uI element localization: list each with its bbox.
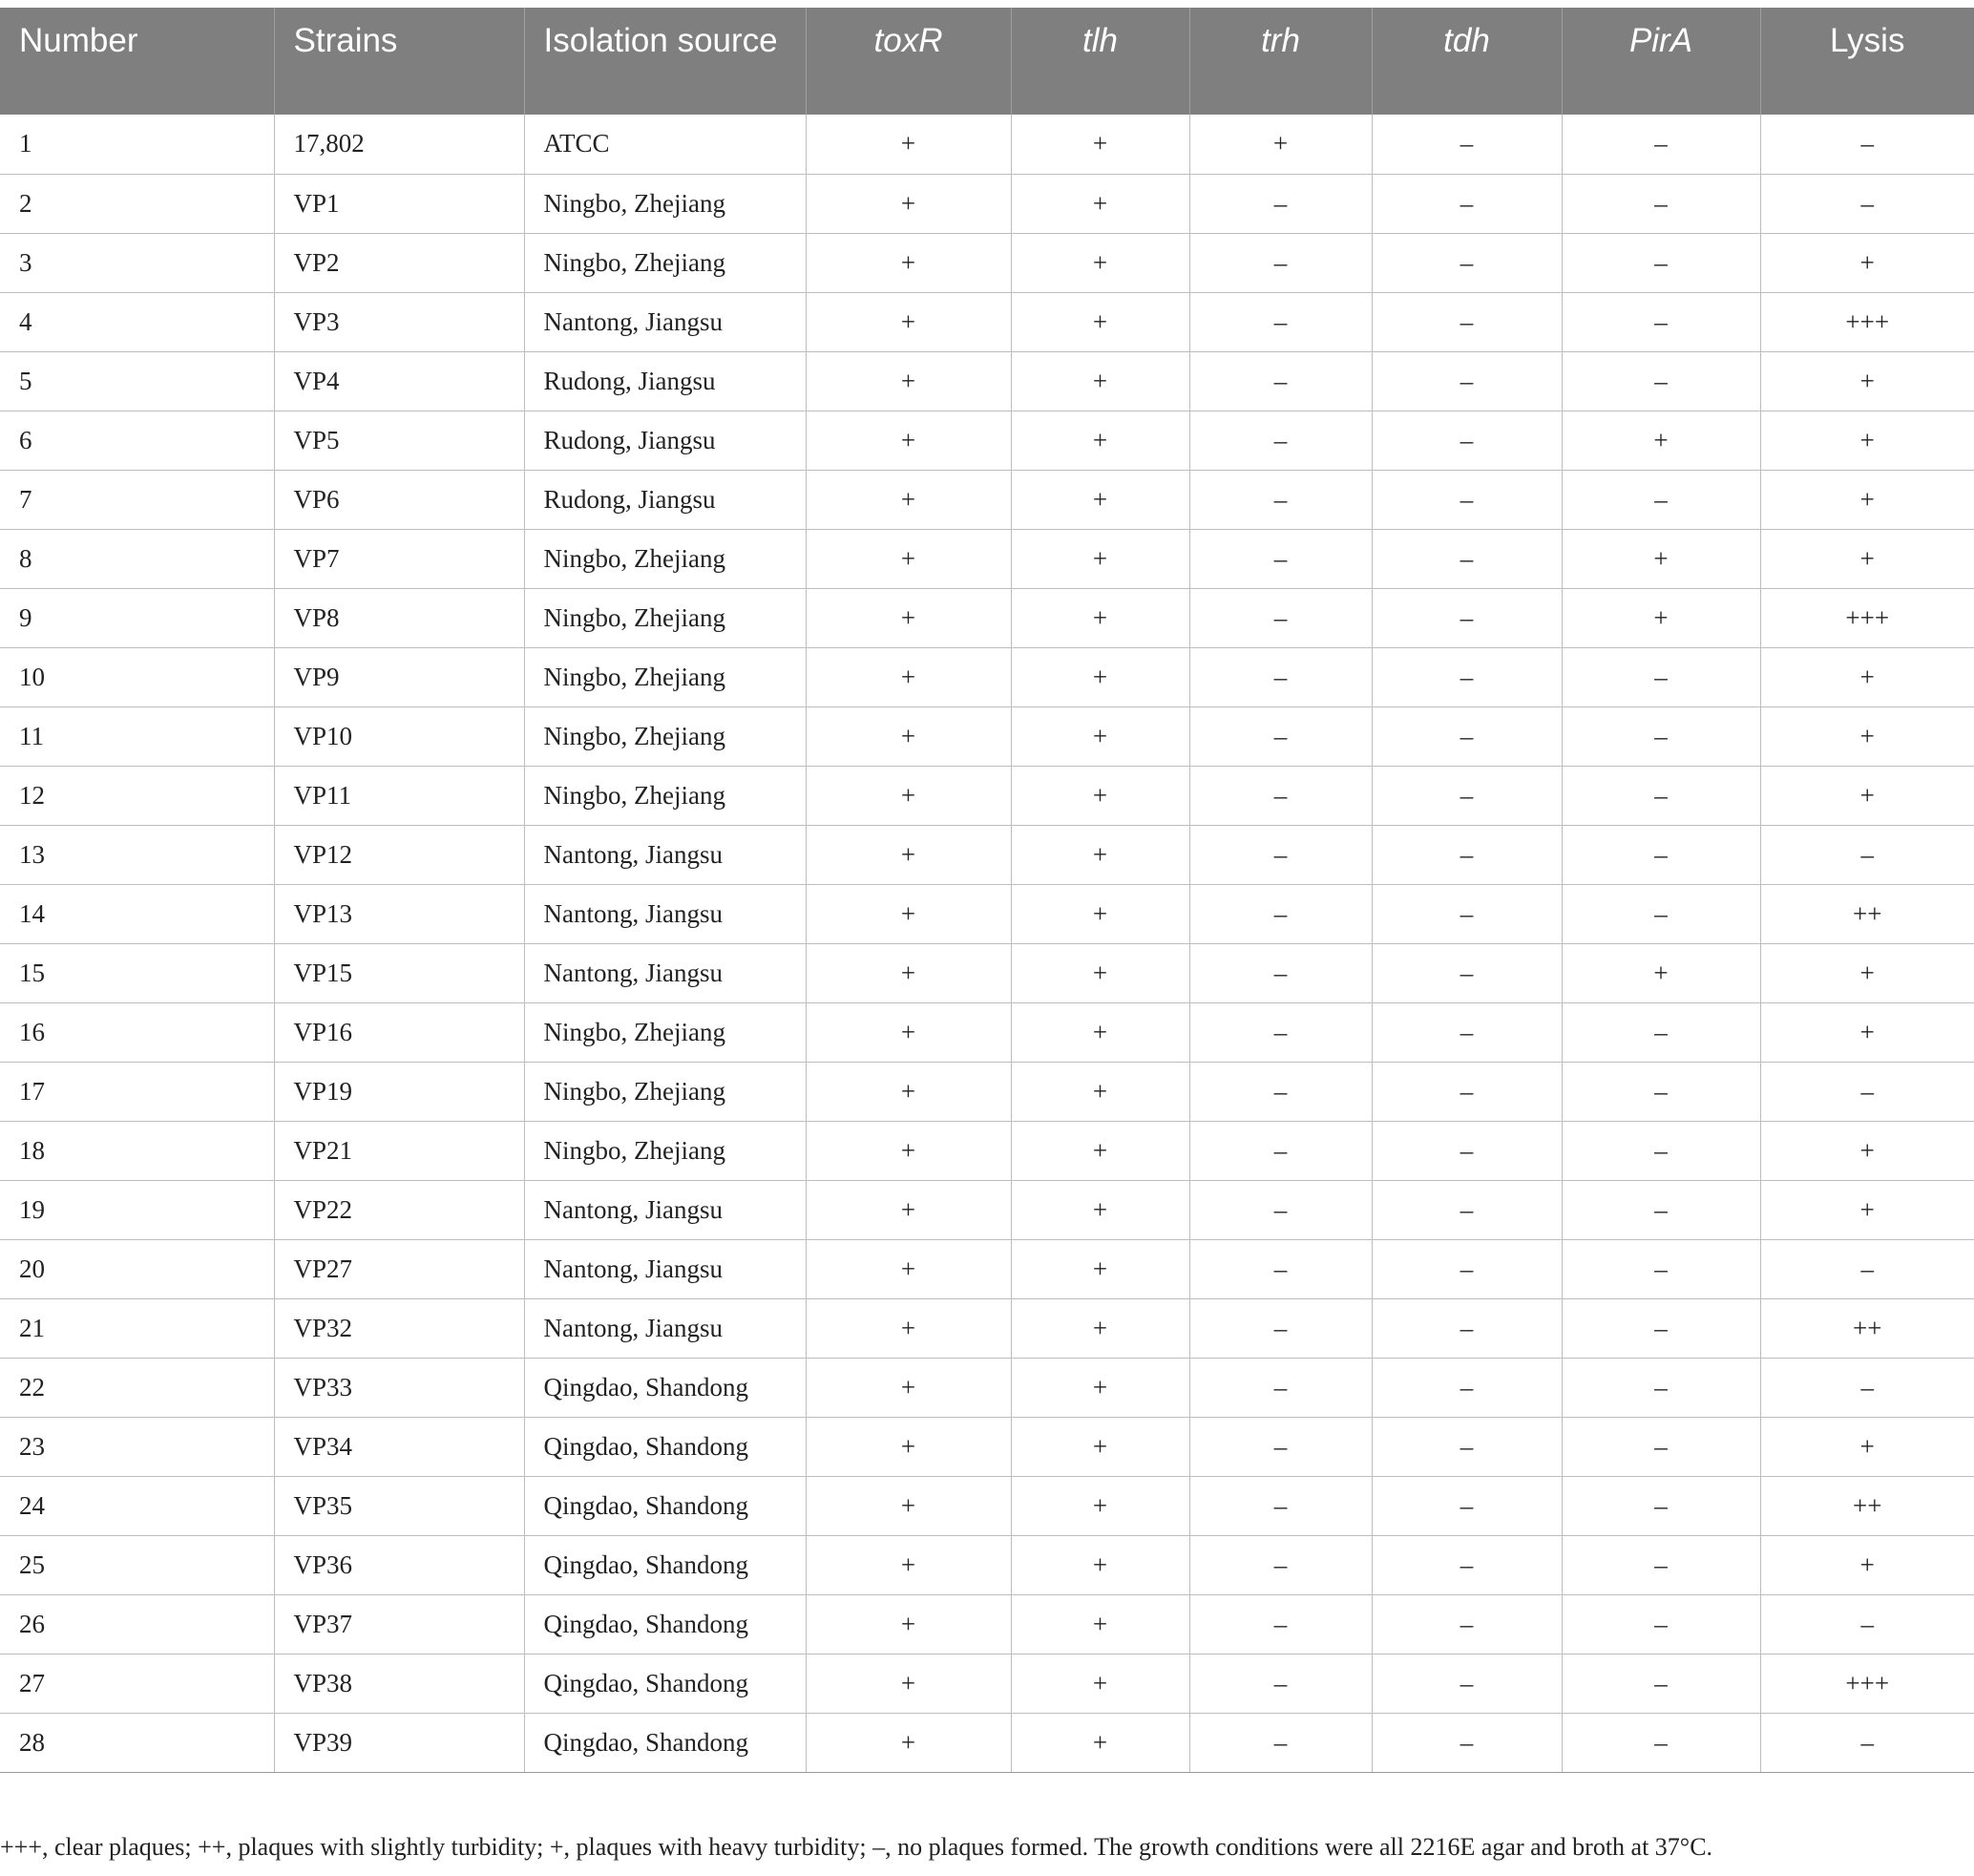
- table-cell: +: [806, 1713, 1011, 1772]
- table-cell: 9: [0, 588, 274, 647]
- table-cell: VP37: [274, 1594, 524, 1654]
- table-cell: –: [1562, 1180, 1760, 1239]
- table-cell: 6: [0, 411, 274, 470]
- table-cell: –: [1562, 1535, 1760, 1594]
- table-cell: VP34: [274, 1417, 524, 1476]
- table-cell: +: [1760, 351, 1974, 411]
- table-cell: ATCC: [524, 115, 806, 174]
- table-cell: +: [1011, 1535, 1189, 1594]
- table-cell: +: [1011, 1239, 1189, 1298]
- table-cell: VP16: [274, 1002, 524, 1062]
- table-cell: 21: [0, 1298, 274, 1358]
- table-cell: –: [1372, 647, 1562, 706]
- table-cell: –: [1189, 647, 1372, 706]
- table-cell: Rudong, Jiangsu: [524, 351, 806, 411]
- table-row: [0, 411, 1974, 470]
- table-cell: Qingdao, Shandong: [524, 1417, 806, 1476]
- table-cell: –: [1760, 115, 1974, 174]
- table-cell: –: [1372, 1535, 1562, 1594]
- table-cell: VP19: [274, 1062, 524, 1121]
- table-cell: –: [1189, 1476, 1372, 1535]
- table-cell: –: [1372, 351, 1562, 411]
- table-cell: –: [1562, 1239, 1760, 1298]
- table-cell: VP35: [274, 1476, 524, 1535]
- table-cell: ++: [1760, 1476, 1974, 1535]
- table-cell: VP8: [274, 588, 524, 647]
- table-cell: Ningbo, Zhejiang: [524, 588, 806, 647]
- table-cell: Nantong, Jiangsu: [524, 1180, 806, 1239]
- table-cell: –: [1189, 1594, 1372, 1654]
- table-cell: +: [1011, 233, 1189, 292]
- table-cell: –: [1372, 1358, 1562, 1417]
- table-cell: +: [806, 1002, 1011, 1062]
- table-cell: +: [1760, 1535, 1974, 1594]
- table-cell: +: [1011, 1298, 1189, 1358]
- table-cell: 25: [0, 1535, 274, 1594]
- column-header-trh: trh: [1189, 8, 1372, 115]
- table-row: [0, 706, 1974, 766]
- table-cell: VP38: [274, 1654, 524, 1713]
- table-row: [0, 1417, 1974, 1476]
- table-cell: –: [1562, 1062, 1760, 1121]
- table-cell: Rudong, Jiangsu: [524, 470, 806, 529]
- table-cell: –: [1372, 1062, 1562, 1121]
- table-cell: VP22: [274, 1180, 524, 1239]
- table-row: [0, 1654, 1974, 1713]
- column-header-tdh: tdh: [1372, 8, 1562, 115]
- table-cell: –: [1562, 1713, 1760, 1772]
- table-cell: VP27: [274, 1239, 524, 1298]
- table-cell: +: [806, 1358, 1011, 1417]
- table-cell: 14: [0, 884, 274, 943]
- table-cell: –: [1372, 884, 1562, 943]
- table-cell: –: [1189, 943, 1372, 1002]
- table-cell: –: [1372, 1239, 1562, 1298]
- table-cell: –: [1189, 825, 1372, 884]
- table-cell: –: [1562, 174, 1760, 233]
- table-cell: VP11: [274, 766, 524, 825]
- table-cell: Nantong, Jiangsu: [524, 825, 806, 884]
- table-cell: +: [1011, 1180, 1189, 1239]
- table-cell: Ningbo, Zhejiang: [524, 174, 806, 233]
- table-cell: +: [806, 1476, 1011, 1535]
- table-cell: +: [806, 233, 1011, 292]
- table-cell: +: [806, 470, 1011, 529]
- table-cell: –: [1372, 706, 1562, 766]
- table-cell: +: [806, 647, 1011, 706]
- column-header-tlh: tlh: [1011, 8, 1189, 115]
- table-cell: –: [1562, 1476, 1760, 1535]
- table-cell: +: [1760, 943, 1974, 1002]
- table-cell: 26: [0, 1594, 274, 1654]
- table-cell: –: [1372, 292, 1562, 351]
- table-cell: 5: [0, 351, 274, 411]
- table-cell: 3: [0, 233, 274, 292]
- table-row: [0, 1298, 1974, 1358]
- table-cell: +: [806, 174, 1011, 233]
- table-cell: –: [1372, 1654, 1562, 1713]
- table-cell: +: [806, 706, 1011, 766]
- table-cell: +: [1011, 647, 1189, 706]
- table-cell: 4: [0, 292, 274, 351]
- table-cell: –: [1760, 825, 1974, 884]
- table-row: [0, 233, 1974, 292]
- table-row: [0, 825, 1974, 884]
- table-row: [0, 766, 1974, 825]
- table-cell: –: [1189, 706, 1372, 766]
- table-cell: –: [1189, 1121, 1372, 1180]
- table-cell: –: [1562, 1002, 1760, 1062]
- table-cell: VP39: [274, 1713, 524, 1772]
- table-cell: –: [1372, 1002, 1562, 1062]
- table-cell: –: [1372, 529, 1562, 588]
- table-cell: –: [1189, 470, 1372, 529]
- table-cell: Nantong, Jiangsu: [524, 1239, 806, 1298]
- table-cell: +: [1562, 411, 1760, 470]
- table-cell: 13: [0, 825, 274, 884]
- table-cell: –: [1372, 174, 1562, 233]
- table-cell: +: [806, 529, 1011, 588]
- table-cell: –: [1372, 470, 1562, 529]
- table-cell: –: [1189, 1180, 1372, 1239]
- table-cell: –: [1562, 1417, 1760, 1476]
- table-cell: –: [1189, 233, 1372, 292]
- table-row: [0, 351, 1974, 411]
- table-cell: VP13: [274, 884, 524, 943]
- table-cell: +: [1011, 706, 1189, 766]
- table-cell: –: [1562, 1298, 1760, 1358]
- table-cell: 12: [0, 766, 274, 825]
- column-header-toxr: toxR: [806, 8, 1011, 115]
- table-cell: 17: [0, 1062, 274, 1121]
- table-row: [0, 1358, 1974, 1417]
- table-cell: –: [1189, 766, 1372, 825]
- table-row: [0, 884, 1974, 943]
- table-cell: –: [1372, 411, 1562, 470]
- table-cell: +: [1011, 1002, 1189, 1062]
- table-cell: VP2: [274, 233, 524, 292]
- table-cell: +: [1011, 1654, 1189, 1713]
- table-cell: +: [806, 1239, 1011, 1298]
- table-cell: Ningbo, Zhejiang: [524, 1062, 806, 1121]
- table-cell: –: [1562, 292, 1760, 351]
- table-row: [0, 1180, 1974, 1239]
- table-cell: –: [1189, 292, 1372, 351]
- table-cell: +: [1011, 1417, 1189, 1476]
- table-cell: VP4: [274, 351, 524, 411]
- table-row: [0, 943, 1974, 1002]
- table-row: [0, 174, 1974, 233]
- table-cell: +: [1760, 1180, 1974, 1239]
- table-cell: –: [1372, 588, 1562, 647]
- table-cell: 2: [0, 174, 274, 233]
- table-cell: +: [1011, 1594, 1189, 1654]
- table-cell: –: [1189, 1062, 1372, 1121]
- table-cell: +: [806, 884, 1011, 943]
- table-cell: 15: [0, 943, 274, 1002]
- table-cell: –: [1189, 1713, 1372, 1772]
- table-cell: +: [1011, 351, 1189, 411]
- table-cell: –: [1189, 1654, 1372, 1713]
- table-cell: +: [1011, 1358, 1189, 1417]
- table-cell: –: [1189, 529, 1372, 588]
- table-cell: 19: [0, 1180, 274, 1239]
- table-cell: +: [1760, 411, 1974, 470]
- table-cell: –: [1372, 1476, 1562, 1535]
- table-cell: +: [806, 115, 1011, 174]
- table-cell: VP21: [274, 1121, 524, 1180]
- table-cell: +: [1011, 470, 1189, 529]
- table-cell: –: [1562, 825, 1760, 884]
- column-header-strains: Strains: [274, 8, 524, 115]
- table-cell: –: [1372, 1594, 1562, 1654]
- table-cell: +: [1011, 115, 1189, 174]
- table-cell: Qingdao, Shandong: [524, 1594, 806, 1654]
- table-cell: VP36: [274, 1535, 524, 1594]
- table-cell: +: [1011, 292, 1189, 351]
- table-cell: VP32: [274, 1298, 524, 1358]
- table-cell: +: [806, 351, 1011, 411]
- table-cell: +: [1760, 647, 1974, 706]
- table-cell: +: [1760, 233, 1974, 292]
- table-cell: +: [806, 1062, 1011, 1121]
- table-cell: –: [1189, 1358, 1372, 1417]
- table-cell: +: [806, 766, 1011, 825]
- table-cell: –: [1562, 1594, 1760, 1654]
- table-cell: –: [1562, 233, 1760, 292]
- table-cell: +: [806, 1180, 1011, 1239]
- table-cell: –: [1760, 1239, 1974, 1298]
- table-cell: +++: [1760, 292, 1974, 351]
- table-cell: Ningbo, Zhejiang: [524, 647, 806, 706]
- table-cell: –: [1760, 1594, 1974, 1654]
- table-header-row: [0, 8, 1974, 115]
- table-footnote: +++, clear plaques; ++, plaques with slightly turbidity; +, plaques with heavy turbidity; –, no plaques formed. The growth conditions were all 2216E agar and broth at 37°C.: [0, 1833, 1713, 1861]
- table-cell: –: [1760, 1713, 1974, 1772]
- table-cell: +: [1760, 529, 1974, 588]
- table-cell: –: [1372, 1713, 1562, 1772]
- table-row: [0, 588, 1974, 647]
- table-cell: Ningbo, Zhejiang: [524, 1121, 806, 1180]
- table-cell: +: [1760, 1417, 1974, 1476]
- table-cell: Ningbo, Zhejiang: [524, 529, 806, 588]
- table-cell: +: [806, 943, 1011, 1002]
- table-cell: –: [1189, 1239, 1372, 1298]
- table-cell: +: [1011, 411, 1189, 470]
- table-cell: –: [1562, 766, 1760, 825]
- table-row: [0, 1002, 1974, 1062]
- table-cell: +: [1760, 766, 1974, 825]
- table-cell: +: [806, 1417, 1011, 1476]
- table-cell: +: [1011, 174, 1189, 233]
- table-cell: –: [1562, 647, 1760, 706]
- table-cell: +: [1760, 470, 1974, 529]
- table-cell: 18: [0, 1121, 274, 1180]
- table-cell: –: [1189, 588, 1372, 647]
- table-row: [0, 529, 1974, 588]
- table-row: [0, 1062, 1974, 1121]
- table-cell: –: [1562, 1121, 1760, 1180]
- table-row: [0, 292, 1974, 351]
- column-header-isolation-source: Isolation source: [524, 8, 806, 115]
- table-cell: ++: [1760, 884, 1974, 943]
- table-cell: +: [806, 1121, 1011, 1180]
- table-cell: 7: [0, 470, 274, 529]
- table-cell: –: [1760, 1062, 1974, 1121]
- table-cell: +: [1189, 115, 1372, 174]
- table-cell: ++: [1760, 1298, 1974, 1358]
- table-cell: –: [1562, 1358, 1760, 1417]
- table-cell: VP12: [274, 825, 524, 884]
- table-cell: 10: [0, 647, 274, 706]
- table-cell: –: [1562, 115, 1760, 174]
- table-row: [0, 1239, 1974, 1298]
- table-cell: +: [1011, 1713, 1189, 1772]
- table-cell: 28: [0, 1713, 274, 1772]
- table-cell: Nantong, Jiangsu: [524, 884, 806, 943]
- table-cell: +: [806, 825, 1011, 884]
- table-cell: VP10: [274, 706, 524, 766]
- table-cell: +++: [1760, 1654, 1974, 1713]
- table-cell: –: [1189, 174, 1372, 233]
- table-cell: Nantong, Jiangsu: [524, 292, 806, 351]
- table-cell: +: [806, 1654, 1011, 1713]
- table-cell: 1: [0, 115, 274, 174]
- table-cell: +: [1760, 1002, 1974, 1062]
- table-body: [0, 115, 1974, 1772]
- table-cell: Rudong, Jiangsu: [524, 411, 806, 470]
- table-cell: VP7: [274, 529, 524, 588]
- table-cell: –: [1562, 351, 1760, 411]
- table-cell: Qingdao, Shandong: [524, 1476, 806, 1535]
- column-header-pira: PirA: [1562, 8, 1760, 115]
- table-cell: +: [1760, 1121, 1974, 1180]
- table-cell: Ningbo, Zhejiang: [524, 766, 806, 825]
- table-cell: –: [1189, 1002, 1372, 1062]
- column-header-number: Number: [0, 8, 274, 115]
- table-cell: +: [1760, 706, 1974, 766]
- table-cell: –: [1372, 825, 1562, 884]
- column-header-lysis: Lysis: [1760, 8, 1974, 115]
- table-cell: –: [1372, 1298, 1562, 1358]
- table-cell: –: [1372, 233, 1562, 292]
- table-cell: +: [806, 411, 1011, 470]
- table-row: [0, 470, 1974, 529]
- table-cell: –: [1372, 943, 1562, 1002]
- table-cell: –: [1562, 470, 1760, 529]
- table-cell: VP9: [274, 647, 524, 706]
- table-cell: –: [1189, 1417, 1372, 1476]
- table-cell: Qingdao, Shandong: [524, 1535, 806, 1594]
- table-cell: –: [1372, 1417, 1562, 1476]
- table-row: [0, 647, 1974, 706]
- table-cell: Qingdao, Shandong: [524, 1654, 806, 1713]
- table-cell: 24: [0, 1476, 274, 1535]
- table-cell: VP6: [274, 470, 524, 529]
- table-cell: –: [1372, 115, 1562, 174]
- table-cell: +: [806, 588, 1011, 647]
- table-cell: Qingdao, Shandong: [524, 1713, 806, 1772]
- table-cell: –: [1189, 411, 1372, 470]
- strains-table: [0, 8, 1974, 1773]
- table-cell: VP1: [274, 174, 524, 233]
- table-cell: –: [1189, 884, 1372, 943]
- table-row: [0, 115, 1974, 174]
- table-cell: –: [1562, 884, 1760, 943]
- table-cell: +: [806, 1594, 1011, 1654]
- table-cell: –: [1189, 351, 1372, 411]
- table-cell: +: [1562, 529, 1760, 588]
- table-cell: +: [1011, 884, 1189, 943]
- table-row: [0, 1594, 1974, 1654]
- table-cell: VP33: [274, 1358, 524, 1417]
- table-cell: 8: [0, 529, 274, 588]
- table-row: [0, 1476, 1974, 1535]
- table-cell: –: [1562, 706, 1760, 766]
- table-cell: +: [1011, 1062, 1189, 1121]
- table-cell: +: [1011, 529, 1189, 588]
- table-cell: –: [1189, 1535, 1372, 1594]
- table-row: [0, 1535, 1974, 1594]
- table-cell: 16: [0, 1002, 274, 1062]
- table-cell: 23: [0, 1417, 274, 1476]
- table-cell: VP3: [274, 292, 524, 351]
- table-cell: +: [1011, 943, 1189, 1002]
- table-cell: 27: [0, 1654, 274, 1713]
- table-cell: 20: [0, 1239, 274, 1298]
- table-cell: +: [1011, 1121, 1189, 1180]
- table-cell: 17,802: [274, 115, 524, 174]
- table-cell: +: [806, 292, 1011, 351]
- table-cell: +: [1011, 766, 1189, 825]
- table-cell: +: [1562, 943, 1760, 1002]
- table-cell: 11: [0, 706, 274, 766]
- table-row: [0, 1121, 1974, 1180]
- table-cell: –: [1372, 766, 1562, 825]
- table-cell: +: [806, 1298, 1011, 1358]
- table-cell: VP15: [274, 943, 524, 1002]
- table-cell: 22: [0, 1358, 274, 1417]
- table-cell: +: [806, 1535, 1011, 1594]
- table-cell: +: [1011, 588, 1189, 647]
- table-cell: +: [1011, 825, 1189, 884]
- table-cell: –: [1372, 1121, 1562, 1180]
- table-cell: Ningbo, Zhejiang: [524, 233, 806, 292]
- table-row: [0, 1713, 1974, 1772]
- table-cell: Qingdao, Shandong: [524, 1358, 806, 1417]
- table-cell: Nantong, Jiangsu: [524, 1298, 806, 1358]
- table-cell: +: [1011, 1476, 1189, 1535]
- table-cell: –: [1372, 1180, 1562, 1239]
- table-cell: +++: [1760, 588, 1974, 647]
- table-cell: –: [1760, 1358, 1974, 1417]
- table-cell: Ningbo, Zhejiang: [524, 706, 806, 766]
- table-cell: Nantong, Jiangsu: [524, 943, 806, 1002]
- table-cell: Ningbo, Zhejiang: [524, 1002, 806, 1062]
- table-cell: +: [1562, 588, 1760, 647]
- table-cell: –: [1760, 174, 1974, 233]
- table-cell: VP5: [274, 411, 524, 470]
- table-cell: –: [1189, 1298, 1372, 1358]
- table-cell: –: [1562, 1654, 1760, 1713]
